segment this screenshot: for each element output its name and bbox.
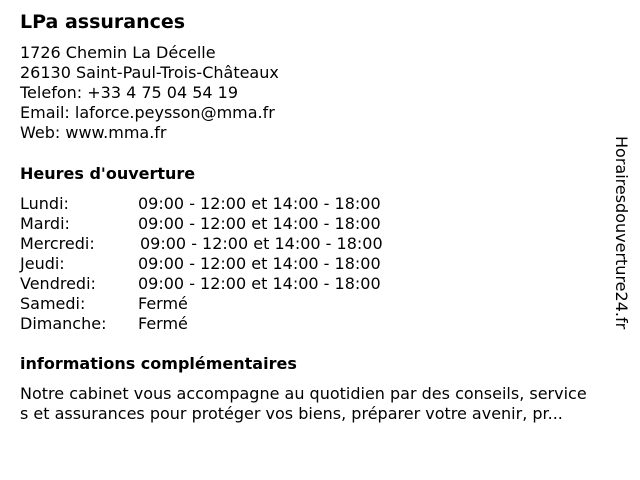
day-label: Samedi: — [20, 294, 86, 313]
web-text: Web: www.mma.fr — [20, 123, 167, 142]
business-name: LPa assurances — [20, 11, 186, 33]
day-label: Dimanche: — [20, 314, 107, 333]
contact-block — [20, 43, 279, 143]
info-heading: informations complémentaires — [20, 354, 297, 373]
brand-watermark: Horairesdouverture24.fr — [612, 136, 631, 330]
day-label: Jeudi: — [20, 254, 65, 273]
phone-text: Telefon: +33 4 75 04 54 19 — [20, 83, 239, 102]
description-line: s et assurances pour protéger vos biens, préparer votre avenir, pr... — [20, 404, 563, 423]
time-value: 09:00 - 12:00 et 14:00 - 18:00 — [138, 214, 381, 233]
day-label: Vendredi: — [20, 274, 96, 293]
time-value: 09:00 - 12:00 et 14:00 - 18:00 — [140, 234, 383, 253]
address-street: 1726 Chemin La Décelle — [20, 43, 216, 62]
time-value: 09:00 - 12:00 et 14:00 - 18:00 — [138, 194, 381, 213]
info-description — [20, 384, 632, 424]
time-value: 09:00 - 12:00 et 14:00 - 18:00 — [138, 254, 381, 273]
day-label: Mardi: — [20, 214, 70, 233]
address-city: 26130 Saint-Paul-Trois-Châteaux — [20, 63, 279, 82]
time-value: 09:00 - 12:00 et 14:00 - 18:00 — [138, 274, 381, 293]
day-label: Mercredi: — [20, 234, 95, 253]
day-label: Lundi: — [20, 194, 69, 213]
email-text: Email: laforce.peysson@mma.fr — [20, 103, 275, 122]
time-value: Fermé — [138, 294, 188, 313]
time-value: Fermé — [138, 314, 188, 333]
description-line: Notre cabinet vous accompagne au quotidien par des conseils, service — [20, 384, 587, 403]
hours-heading: Heures d'ouverture — [20, 164, 196, 183]
